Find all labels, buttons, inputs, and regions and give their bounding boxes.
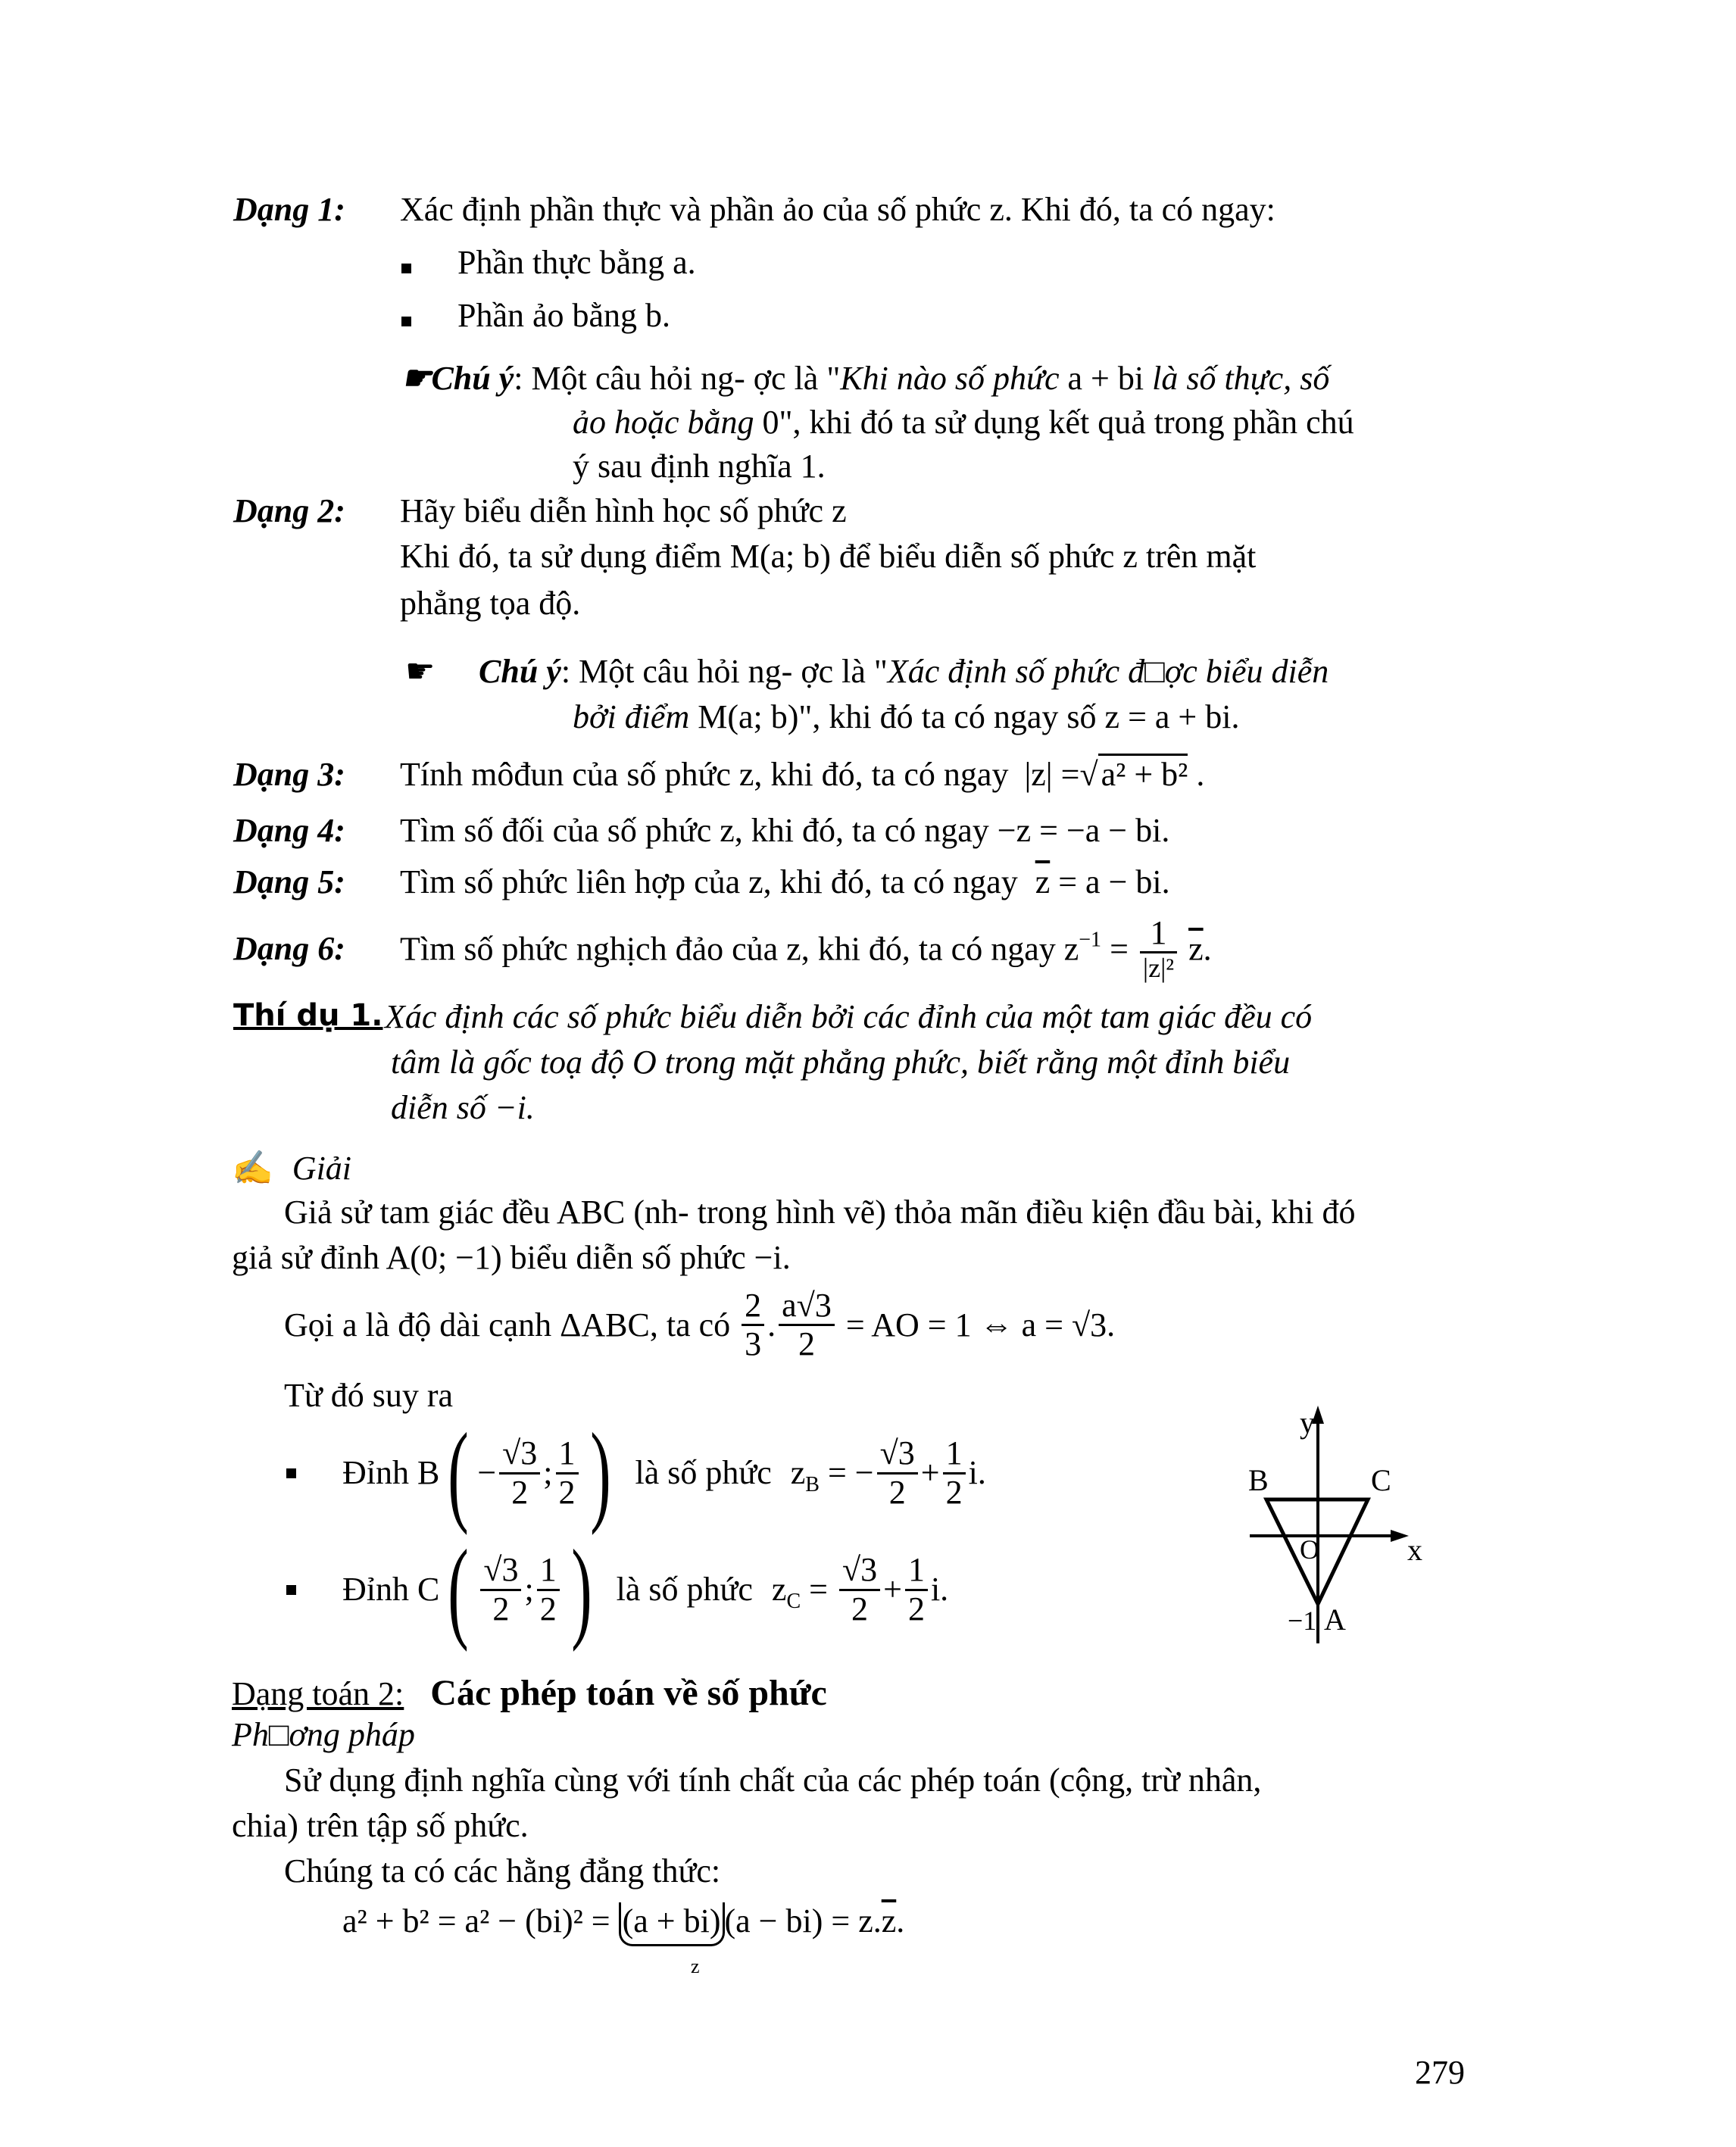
bullet-icon [286, 1468, 296, 1478]
dang2-label: Dạng 2: [233, 492, 345, 529]
writing-hand-icon: ✍ [232, 1150, 273, 1187]
dang1-text: Xác định phần thực và phần ảo của số phức z. Khi đó, ta có ngay: [400, 191, 1275, 228]
solution-p1-line2: giả sử đỉnh A(0; −1) biểu diễn số phức −i. [232, 1239, 791, 1276]
vertex-b-line: Đỉnh B( − $\frac{√3}{2}$ ; $\frac{1}{2}$ ) là số phức $z_B$ = − $\frac{√3}{2}$ + $\frac{1}{2}$ i. [286, 1416, 986, 1530]
page-number: 279 [1415, 2054, 1465, 2091]
fraction-a-sqrt3-2: $\frac{a√3}{2}$ [779, 1287, 835, 1363]
bullet-icon [401, 264, 411, 273]
bullet-icon [401, 317, 411, 326]
solution-p1-line1: Giả sử tam giác đều ABC (nh- trong hình vẽ) thỏa mãn điều kiện đầu bài, khi đó [284, 1194, 1356, 1231]
dang2-line1: Hãy biểu diễn hình học số phức z [400, 492, 847, 529]
dang5-text: Tìm số phức liên hợp của z, khi đó, ta có ngay $\overline{z} = a$ − bi. [400, 863, 1170, 900]
fraction: $\frac{1}{2}$ [537, 1552, 560, 1627]
vertex-a-label: A [1324, 1602, 1346, 1637]
solution-p2: Gọi a là độ dài cạnh ΔABC, ta có $\frac{2}{3}$ . $\frac{a√3}{2}$ = AO = 1 ⇔ a = √3. [284, 1287, 1116, 1363]
dang1-note-line1: ☛Chú ý: Một câu hỏi ng- ợc là "Khi nào số phức a + bi là số thực, số [401, 360, 1330, 397]
dang4-text: Tìm số đối của số phức z, khi đó, ta có ngay −z = −a − bi. [400, 812, 1170, 849]
fraction: $\frac{1}{2}$ [905, 1552, 928, 1627]
bullet-icon [286, 1585, 296, 1595]
dang2-note-line2: bởi điểm M(a; b)", khi đó ta có ngay số z = a + bi. [573, 698, 1240, 735]
dang2-line2: Khi đó, ta sử dụng điểm M(a; b) để biểu diễn số phức z trên mặt [400, 538, 1257, 575]
dang3-text: Tính môđun của số phức z, khi đó, ta có ngay |z| =√a² + b² . [400, 756, 1204, 794]
dang6-label: Dạng 6: [233, 930, 345, 967]
dang2-note-line1: Chú ý: Một câu hỏi ng- ợc là "Xác định số phức đ□ợc biểu diễn [479, 653, 1329, 690]
origin-label: O [1300, 1534, 1319, 1565]
fraction: $\frac{√3}{2}$ [877, 1435, 918, 1511]
dang2-line3: phẳng tọa độ. [400, 585, 581, 622]
dangtoan2-line3: Chúng ta có các hằng đẳng thức: [284, 1852, 721, 1890]
dang3-label: Dạng 3: [233, 756, 345, 793]
dangtoan2-heading: Dạng toán 2: Các phép toán về số phức [232, 1673, 827, 1713]
dang2-note-icon: ☛ [405, 653, 436, 690]
dang4-label: Dạng 4: [233, 812, 345, 849]
fraction-2-3: $\frac{2}{3}$ [742, 1287, 764, 1363]
fraction: $\frac{√3}{2}$ [499, 1435, 540, 1511]
example-line2: tâm là gốc toạ độ O trong mặt phẳng phức, biết rằng một đỉnh biểu [391, 1044, 1291, 1081]
brace-label: z [691, 1955, 700, 1977]
dang6-text: Tìm số phức nghịch đảo của z, khi đó, ta có ngay $z^{-1}$ = $\frac{1}{\text{|z|²}}$ $\overline{z}$. [400, 914, 1212, 984]
underbrace: (a + bi) [619, 1902, 725, 1946]
fraction: $\frac{1}{2}$ [943, 1435, 966, 1511]
x-axis-arrow-icon [1391, 1530, 1409, 1542]
fraction: $\frac{√3}{2}$ [480, 1552, 521, 1627]
solution-p3: Từ đó suy ra [284, 1377, 454, 1414]
identity-equation: a² + b² = a² − (bi)² = (a + bi) $(a - bi) = z.\overline{z}$. [342, 1902, 904, 1946]
dang1-note-line2: ảo hoặc bằng 0", khi đó ta sử dụng kết quả trong phần chú [573, 404, 1354, 441]
vertex-c-label: C [1371, 1463, 1391, 1497]
dang1-bullet-1: Phần thực bằng a. [401, 244, 696, 282]
dangtoan2-line2: chia) trên tập số phức. [232, 1807, 529, 1844]
dang1-note-line3: ý sau định nghĩa 1. [573, 448, 826, 485]
vertex-b-label: B [1248, 1463, 1269, 1497]
dang1-bullet-2: Phần ảo bằng b. [401, 297, 670, 335]
minus-one-label: −1 [1288, 1606, 1317, 1636]
vertex-c-line: Đỉnh C( $\frac{√3}{2}$ ; $\frac{1}{2}$ ) là số phức $z_C$ = $\frac{√3}{2}$ + $\frac{1}{2}$ i. [286, 1533, 948, 1646]
triangle-figure [1227, 1401, 1439, 1651]
fraction: $\frac{√3}{2}$ [839, 1552, 880, 1627]
x-label: x [1407, 1533, 1422, 1567]
y-label: y [1300, 1406, 1315, 1440]
example-line3: diễn số −i. [391, 1089, 535, 1126]
dang6-fraction: $\frac{1}{\text{|z|²}}$ [1140, 915, 1177, 984]
fraction: $\frac{1}{2}$ [556, 1435, 579, 1511]
dangtoan2-line1: Sử dụng định nghĩa cùng với tính chất của các phép toán (cộng, trừ nhân, [284, 1762, 1262, 1799]
dang1-label: Dạng 1: [233, 191, 345, 228]
solution-heading: ✍ Giải [232, 1150, 352, 1187]
dang5-label: Dạng 5: [233, 863, 345, 900]
example-line1: Xác định các số phức biểu diễn bởi các đỉnh của một tam giác đều có [385, 998, 1313, 1035]
method-label: Ph□ơng pháp [232, 1716, 415, 1753]
example-label: Thí dụ 1. [233, 998, 383, 1033]
